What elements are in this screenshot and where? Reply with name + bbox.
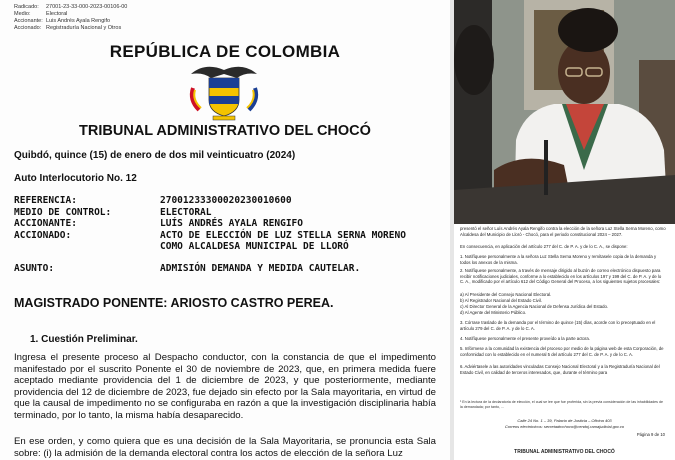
right-panel — [454, 0, 675, 460]
doc2-item: 5. Infórmese a la comunidad la existencia del proceso por medio de la página web de esta Corporación, de conformidad con lo establecido en el numeral 5 del artículo 277 del C. de P. A. y de lo C. A. — [460, 346, 664, 357]
doc2-intro: presentó el señor Luís Andrés Ayala Rengifo contra la elección de la señora Luz Stella Serna Moreno, como Alcaldesa del Municipio de Lloró - Chocó, para el periodo constitucional 2024 – 2027. — [460, 226, 666, 237]
document-date: Quibdó, quince (15) de enero de dos mil veinticuatro (2024) — [14, 150, 296, 161]
doc2-item: b) Al Registrador Nacional del Estado Civil. — [460, 298, 542, 303]
doc2-item: c) Al Director General de la Agencia Nacional de Defensa Jurídica del Estado. — [460, 304, 609, 309]
doc2-item: d) Al Agente del Ministerio Público. — [460, 310, 527, 315]
field-row: REFERENCIA: 27001233300020230010600 — [14, 195, 292, 206]
doc2-item: 2. Notifíquese personalmente, a través de mensaje dirigido al buzón de correo electrónico dispuesto para recibir notificaciones judiciales, conforme a lo establecido en los artículos 197 y 199 del C. de P. A. y de lo C. A., modificado por el artículo 612 del Código General del Proceso, a los siguientes sujetos procesales: — [460, 268, 662, 284]
field-row: ACCIONANTE: LUÍS ANDRÉS AYALA RENGIFO — [14, 218, 303, 229]
tribunal-heading: TRIBUNAL ADMINISTRATIVO DEL CHOCÓ — [79, 123, 371, 139]
photo-woman-at-microphone — [454, 0, 675, 224]
doc2-next-title: TRIBUNAL ADMINISTRATIVO DEL CHOCÓ — [514, 449, 615, 455]
field-row: MEDIO DE CONTROL: ELECTORAL — [14, 206, 212, 218]
meta-row: Accionante: Luis Andrés Ayala Rengifo — [14, 18, 111, 24]
doc2-item: 1. Notifíquese personalmente a la señora Luz Stella Serna Moreno y remítasele copia de la demanda y todos los anexos de la misma. — [460, 254, 657, 265]
doc2-item: 3. Córrase traslado de la demanda por el término de quince (15) días, acorde con lo preceptuado en el artículo 279 del C. de P. A. y de lo C. A. — [460, 320, 656, 331]
body-paragraph: Ingresa el presente proceso al Despacho conductor, con la constancia de que el impedimento manifestado por el suscrito Ponente el 30 de noviembre de 2023, que, en primera medida fuere aceptado mediante providencia del 1 de diciembre de 2023, y que posteriormente, mediante providencia del 12 de diciembre de 2023, fue dejado sin efecto por la Sala mayoritaria, en virtud de que la causal de impedimento no se configuraba en razón a que la investigación disciplinaria había terminado, por lo tanto, la misma había desaparecido. — [14, 352, 436, 421]
second-document-page — [454, 224, 675, 460]
doc2-consecuencia: En consecuencia, en aplicación del artículo 277 del C. de P. A. y de lo C. A., se dispone: — [460, 244, 628, 249]
meta-row: Radicado: 27001-23-33-000-2023-00106-00 — [14, 4, 128, 10]
asunto-row: ASUNTO: ADMISIÓN DEMANDA Y MEDIDA CAUTELAR. — [14, 263, 361, 274]
meta-row: Medio: Electoral — [14, 11, 68, 17]
body-paragraph: En ese orden, y como quiera que es una decisión de la Sala Mayoritaria, se pronuncia esta Sala sobre: (i) la admisión de la demanda electoral contra los actos de elección de la señora Luz — [14, 436, 436, 459]
field-row: COMO ALCALDESA MUNICIPAL DE LLORÓ — [160, 241, 349, 252]
doc2-email: Correos electrónicos: secretadmchoco@cendoj.ramajudicial.gov.co — [504, 424, 625, 429]
doc2-item: 6. Adviértasele a las autoridades vinculadas Consejo Nacional Electoral y a la Registraduría Nacional del Estado Civil, en calidad de terceros interesados, que, durante el término para — [460, 364, 660, 375]
magistrado-ponente: MAGISTRADO PONENTE: ARIOSTO CASTRO PEREA. — [14, 296, 334, 310]
field-row: ACCIONADO: ACTO DE ELECCIÓN DE LUZ STELLA SERNA MORENO — [14, 229, 406, 241]
doc2-page-number: Página 9 de 10 — [636, 432, 665, 437]
section-heading: 1. Cuestión Preliminar. — [30, 334, 138, 345]
auto-number: Auto Interlocutorio No. 12 — [14, 173, 137, 184]
colombia-coat-of-arms-icon — [185, 60, 263, 122]
meta-row: Accionado: Registraduría Nacional y Otros — [14, 25, 122, 31]
doc2-address: Calle 24 No. 1 – 39, Palacio de Justicia – Oficina 403 — [517, 418, 612, 423]
case-fields — [14, 195, 406, 253]
doc2-footnote: ¹ En la lectura de la declaratoria de elección, el cual se lee que fue proferida, sin la previa consideración de las inhabilidades de la demandada; por tanto, ... — [460, 400, 663, 409]
republica-heading: REPÚBLICA DE COLOMBIA — [109, 42, 341, 61]
doc2-item: a) Al Presidente del Consejo Nacional Electoral. — [460, 292, 552, 297]
case-metadata — [14, 4, 127, 32]
doc2-item: 4. Notifíquese personalmente el presente proveído a la parte actora. — [460, 336, 590, 341]
